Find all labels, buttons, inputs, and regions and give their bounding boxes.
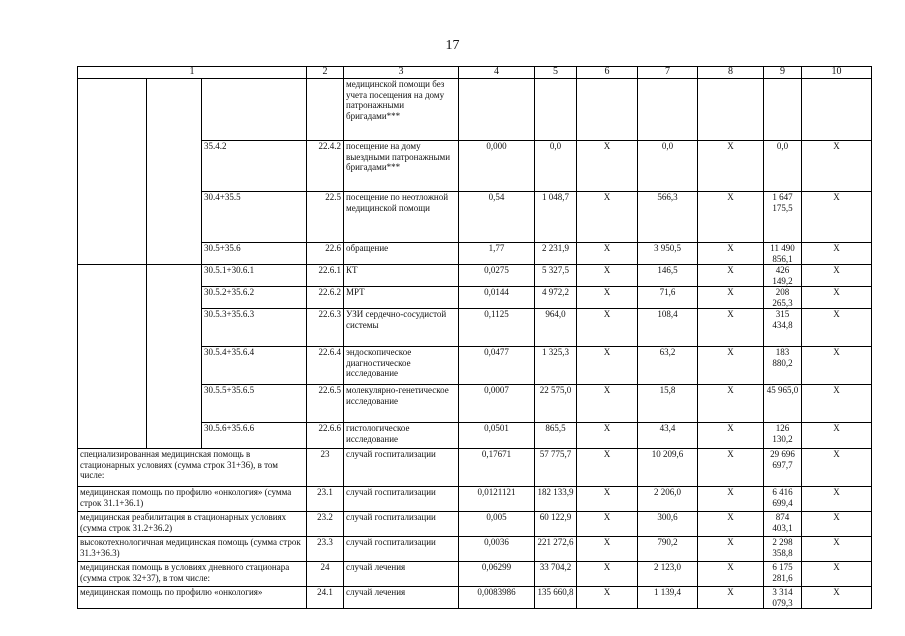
cell-value: X bbox=[577, 243, 638, 265]
cell-value: 3 314 079,3 bbox=[764, 587, 802, 609]
cell-value bbox=[698, 79, 764, 141]
cell-value: 790,2 bbox=[638, 537, 698, 562]
cell-value bbox=[535, 79, 577, 141]
cell-value: X bbox=[577, 347, 638, 385]
cell-value: X bbox=[577, 385, 638, 423]
row-line: 24 bbox=[307, 562, 344, 587]
cell-value: 874 403,1 bbox=[764, 512, 802, 537]
row-code: 30.5.5+35.6.5 bbox=[202, 385, 307, 423]
cell-value: 0,0 bbox=[535, 141, 577, 192]
cell-value: X bbox=[802, 537, 872, 562]
cell-value: 0,0 bbox=[638, 141, 698, 192]
cell-value: 964,0 bbox=[535, 309, 577, 347]
row-line: 24.1 bbox=[307, 587, 344, 609]
cell-value: X bbox=[698, 287, 764, 309]
cell-value: X bbox=[577, 265, 638, 287]
cell-value: X bbox=[802, 423, 872, 449]
row-code: 30.5+35.6 bbox=[202, 243, 307, 265]
cell-value: 1 139,4 bbox=[638, 587, 698, 609]
cell-value: 300,6 bbox=[638, 512, 698, 537]
cell-value bbox=[459, 79, 535, 141]
header-cell: 9 bbox=[764, 67, 802, 79]
cell-value: 315 434,8 bbox=[764, 309, 802, 347]
cell-value: 146,5 bbox=[638, 265, 698, 287]
cell-value: X bbox=[802, 487, 872, 512]
cell-value: X bbox=[698, 587, 764, 609]
cell-value: X bbox=[698, 385, 764, 423]
row-unit: гистологическое исследование bbox=[344, 423, 459, 449]
cell-value: 221 272,6 bbox=[535, 537, 577, 562]
cell-value: 0,0501 bbox=[459, 423, 535, 449]
cell-value: 0,0121121 bbox=[459, 487, 535, 512]
row-code: 30.4+35.5 bbox=[202, 192, 307, 243]
cell-value: X bbox=[698, 243, 764, 265]
empty-cell bbox=[147, 79, 202, 265]
row-line: 22.6.1 bbox=[307, 265, 344, 287]
header-cell: 4 bbox=[459, 67, 535, 79]
row-code: 30.5.4+35.6.4 bbox=[202, 347, 307, 385]
row-unit: медицинской помощи без учета посещения на дому патронажными бригадами*** bbox=[344, 79, 459, 141]
row-line: 23.3 bbox=[307, 537, 344, 562]
header-cell: 2 bbox=[307, 67, 344, 79]
cell-value: 15,8 bbox=[638, 385, 698, 423]
table-row bbox=[78, 512, 872, 537]
row-unit: случай госпитализации bbox=[344, 512, 459, 537]
cell-value: X bbox=[698, 512, 764, 537]
row-name: медицинская помощь по профилю «онкология» bbox=[78, 587, 307, 609]
row-unit: посещение по неотложной медицинской помощи bbox=[344, 192, 459, 243]
cell-value: 3 950,5 bbox=[638, 243, 698, 265]
cell-value: 1 048,7 bbox=[535, 192, 577, 243]
cell-value: 2 206,0 bbox=[638, 487, 698, 512]
cell-value: 57 775,7 bbox=[535, 449, 577, 487]
row-unit: случай лечения bbox=[344, 587, 459, 609]
cell-value: 0,0036 bbox=[459, 537, 535, 562]
cell-value: 6 175 281,6 bbox=[764, 562, 802, 587]
cell-value: X bbox=[577, 287, 638, 309]
cell-value: X bbox=[802, 449, 872, 487]
header-cell: 8 bbox=[698, 67, 764, 79]
header-cell: 1 bbox=[78, 67, 307, 79]
header-cell: 5 bbox=[535, 67, 577, 79]
header-cell: 3 bbox=[344, 67, 459, 79]
cell-value: 865,5 bbox=[535, 423, 577, 449]
row-name: медицинская реабилитация в стационарных условиях (сумма строк 31.2+36.2) bbox=[78, 512, 307, 537]
row-code: 35.4.2 bbox=[202, 141, 307, 192]
cell-value: 10 209,6 bbox=[638, 449, 698, 487]
page-number: 17 bbox=[445, 38, 460, 53]
cell-value: X bbox=[698, 265, 764, 287]
cell-value: 0,0144 bbox=[459, 287, 535, 309]
cell-value: X bbox=[577, 587, 638, 609]
cell-value: X bbox=[802, 243, 872, 265]
cell-value: 0,0 bbox=[764, 141, 802, 192]
empty-cell bbox=[78, 265, 147, 449]
cell-value: X bbox=[802, 587, 872, 609]
table-row bbox=[78, 562, 872, 587]
cell-value: 126 130,2 bbox=[764, 423, 802, 449]
row-code bbox=[202, 79, 307, 141]
cell-value bbox=[802, 79, 872, 141]
row-name: специализированная медицинская помощь в стационарных условиях (сумма строк 31+36), в том числе: bbox=[78, 449, 307, 487]
cell-value: X bbox=[802, 287, 872, 309]
row-line bbox=[307, 79, 344, 141]
cell-value: X bbox=[698, 423, 764, 449]
cell-value: 0,1125 bbox=[459, 309, 535, 347]
cell-value: 45 965,0 bbox=[764, 385, 802, 423]
cell-value: X bbox=[577, 512, 638, 537]
cell-value bbox=[638, 79, 698, 141]
cell-value: 0,0083986 bbox=[459, 587, 535, 609]
row-unit: молекулярно-генетическое исследование bbox=[344, 385, 459, 423]
cell-value: 2 231,9 bbox=[535, 243, 577, 265]
cell-value: 135 660,8 bbox=[535, 587, 577, 609]
cell-value: 182 133,9 bbox=[535, 487, 577, 512]
cell-value: X bbox=[577, 562, 638, 587]
cell-value: 426 149,2 bbox=[764, 265, 802, 287]
row-code: 30.5.3+35.6.3 bbox=[202, 309, 307, 347]
cell-value: 43,4 bbox=[638, 423, 698, 449]
cell-value: 0,005 bbox=[459, 512, 535, 537]
cell-value: 0,0007 bbox=[459, 385, 535, 423]
cell-value: X bbox=[698, 537, 764, 562]
row-line: 22.4.2 bbox=[307, 141, 344, 192]
row-name: медицинская помощь по профилю «онкология» (сумма строк 31.1+36.1) bbox=[78, 487, 307, 512]
row-unit: эндоскопическое диагностическое исследование bbox=[344, 347, 459, 385]
cell-value: X bbox=[577, 487, 638, 512]
cell-value: X bbox=[698, 487, 764, 512]
cell-value: 183 880,2 bbox=[764, 347, 802, 385]
table-row bbox=[78, 487, 872, 512]
cell-value bbox=[764, 79, 802, 141]
row-line: 22.6.5 bbox=[307, 385, 344, 423]
cell-value: 4 972,2 bbox=[535, 287, 577, 309]
table-row bbox=[78, 265, 872, 287]
cell-value: X bbox=[698, 347, 764, 385]
cell-value: X bbox=[698, 309, 764, 347]
cell-value: X bbox=[802, 385, 872, 423]
header-cell: 7 bbox=[638, 67, 698, 79]
cell-value: 0,17671 bbox=[459, 449, 535, 487]
cell-value: 1,77 bbox=[459, 243, 535, 265]
cell-value: 108,4 bbox=[638, 309, 698, 347]
cell-value: 0,06299 bbox=[459, 562, 535, 587]
row-line: 22.6.4 bbox=[307, 347, 344, 385]
row-unit: случай госпитализации bbox=[344, 537, 459, 562]
row-line: 22.6.6 bbox=[307, 423, 344, 449]
cell-value: X bbox=[698, 192, 764, 243]
row-line: 23 bbox=[307, 449, 344, 487]
cell-value: X bbox=[698, 562, 764, 587]
cell-value: X bbox=[802, 309, 872, 347]
row-line: 23.1 bbox=[307, 487, 344, 512]
row-unit: МРТ bbox=[344, 287, 459, 309]
cell-value: X bbox=[577, 537, 638, 562]
cell-value: 566,3 bbox=[638, 192, 698, 243]
row-name: медицинская помощь в условиях дневного стационара (сумма строк 32+37), в том числе: bbox=[78, 562, 307, 587]
header-cell: 6 bbox=[577, 67, 638, 79]
cell-value: 0,54 bbox=[459, 192, 535, 243]
row-unit: случай лечения bbox=[344, 562, 459, 587]
row-line: 22.5 bbox=[307, 192, 344, 243]
row-unit: случай госпитализации bbox=[344, 449, 459, 487]
cell-value: X bbox=[802, 562, 872, 587]
row-unit: КТ bbox=[344, 265, 459, 287]
row-unit: обращение bbox=[344, 243, 459, 265]
cell-value: 0,0477 bbox=[459, 347, 535, 385]
header-cell: 10 bbox=[802, 67, 872, 79]
cell-value: 11 490 856,1 bbox=[764, 243, 802, 265]
cell-value: X bbox=[577, 141, 638, 192]
row-code: 30.5.6+35.6.6 bbox=[202, 423, 307, 449]
cell-value: 60 122,9 bbox=[535, 512, 577, 537]
table-row bbox=[78, 79, 872, 141]
cell-value: 71,6 bbox=[638, 287, 698, 309]
cell-value: 2 123,0 bbox=[638, 562, 698, 587]
row-unit: УЗИ сердечно-сосудистой системы bbox=[344, 309, 459, 347]
cell-value: 29 696 697,7 bbox=[764, 449, 802, 487]
cell-value: 0,0275 bbox=[459, 265, 535, 287]
row-line: 22.6.3 bbox=[307, 309, 344, 347]
cell-value: 22 575,0 bbox=[535, 385, 577, 423]
cell-value: 0,000 bbox=[459, 141, 535, 192]
cell-value: 1 647 175,5 bbox=[764, 192, 802, 243]
cell-value: 6 416 699,4 bbox=[764, 487, 802, 512]
empty-cell bbox=[147, 265, 202, 449]
row-code: 30.5.2+35.6.2 bbox=[202, 287, 307, 309]
cell-value: 5 327,5 bbox=[535, 265, 577, 287]
cell-value: 2 298 358,8 bbox=[764, 537, 802, 562]
cell-value: X bbox=[802, 347, 872, 385]
cell-value bbox=[577, 79, 638, 141]
cell-value: X bbox=[802, 265, 872, 287]
cell-value: X bbox=[577, 309, 638, 347]
table-row bbox=[78, 449, 872, 487]
row-line: 23.2 bbox=[307, 512, 344, 537]
cell-value: X bbox=[802, 192, 872, 243]
table-row bbox=[78, 587, 872, 609]
cell-value: X bbox=[698, 141, 764, 192]
cell-value: 63,2 bbox=[638, 347, 698, 385]
data-table bbox=[77, 66, 872, 609]
table-row bbox=[78, 537, 872, 562]
header-row bbox=[78, 67, 872, 79]
cell-value: X bbox=[698, 449, 764, 487]
row-unit: посещение на дому выездными патронажными бригадами*** bbox=[344, 141, 459, 192]
row-line: 22.6 bbox=[307, 243, 344, 265]
empty-cell bbox=[78, 79, 147, 265]
cell-value: 1 325,3 bbox=[535, 347, 577, 385]
cell-value: X bbox=[577, 449, 638, 487]
cell-value: X bbox=[577, 192, 638, 243]
cell-value: X bbox=[802, 141, 872, 192]
row-line: 22.6.2 bbox=[307, 287, 344, 309]
cell-value: 208 265,3 bbox=[764, 287, 802, 309]
cell-value: X bbox=[802, 512, 872, 537]
row-unit: случай госпитализации bbox=[344, 487, 459, 512]
row-code: 30.5.1+30.6.1 bbox=[202, 265, 307, 287]
cell-value: X bbox=[577, 423, 638, 449]
row-name: высокотехнологичная медицинская помощь (сумма строк 31.3+36.3) bbox=[78, 537, 307, 562]
cell-value: 33 704,2 bbox=[535, 562, 577, 587]
